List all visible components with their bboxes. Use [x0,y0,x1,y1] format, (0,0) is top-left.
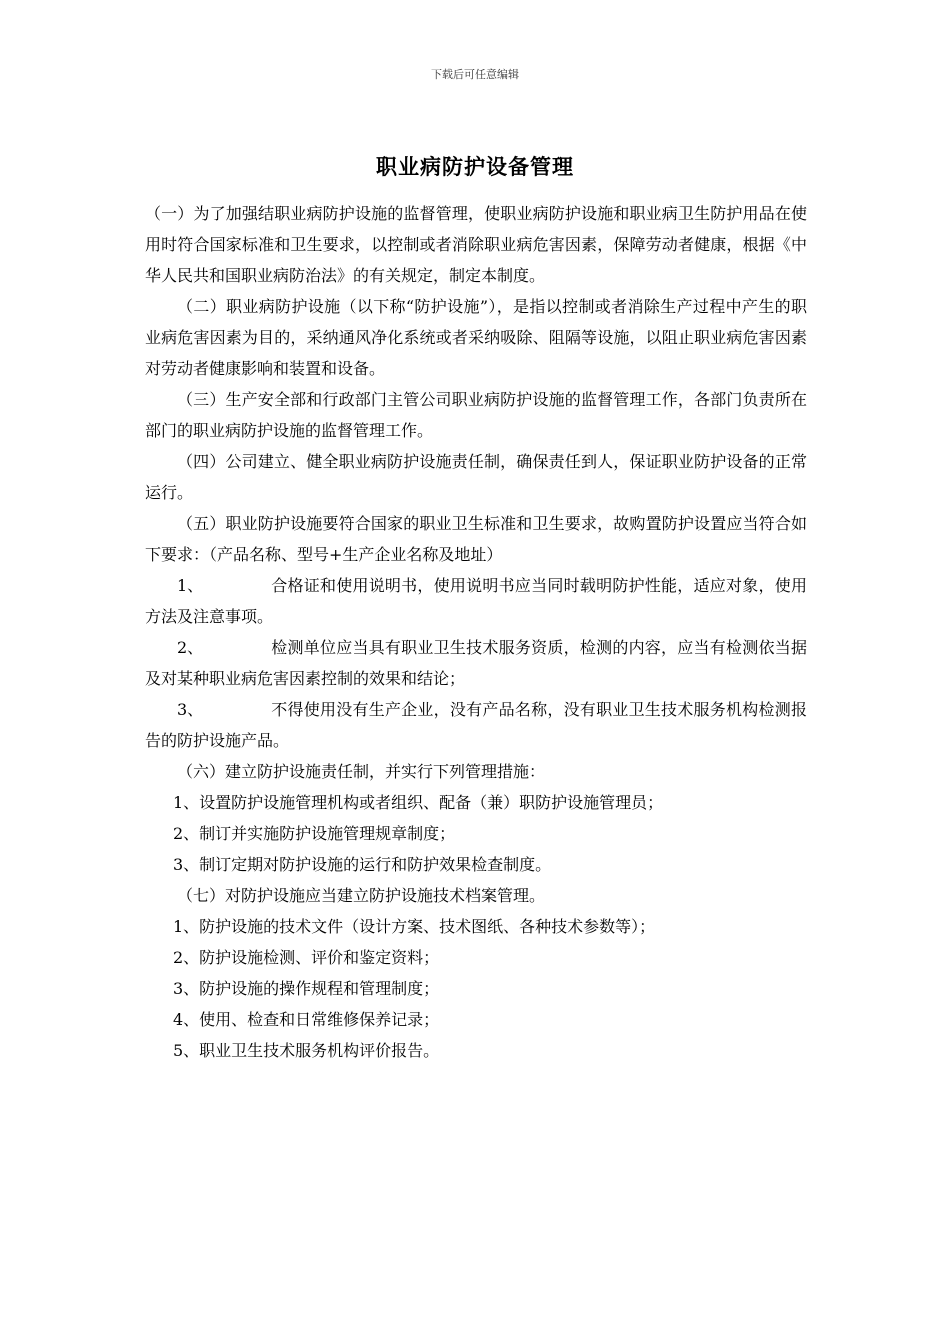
item-number: 3、 [177,700,204,719]
item-text: 合格证和使用说明书，使用说明书应当同时载明防护性能，适应对象，使用方法及注意事项。 [145,576,807,626]
section7-item-4: 4、使用、检查和日常维修保养记录； [173,1010,440,1029]
paragraph-3: （三）生产安全部和行政部门主管公司职业病防护设施的监督管理工作，各部门负责所在部门的职业病防护设施的监督管理工作。 [145,390,807,440]
section7-item-2: 2、防护设施检测、评价和鉴定资料； [173,948,440,967]
paragraph-1: （一）为了加强结职业病防护设施的监督管理，使职业病防护设施和职业病卫生防护用品在使用时符合国家标准和卫生要求，以控制或者消除职业病危害因素，保障劳动者健康，根据《中华人民共和国职业病防治法》的有关规定，制定本制度。 [145,204,807,285]
paragraph-4: （四）公司建立、健全职业病防护设施责任制，确保责任到人，保证职业防护设备的正常运行。 [145,452,807,502]
paragraph-6: （六）建立防护设施责任制，并实行下列管理措施： [177,762,546,781]
header-note: 下载后可任意编辑 [431,68,519,81]
item-text: 不得使用没有生产企业，没有产品名称，没有职业卫生技术服务机构检测报告的防护设施产品。 [145,700,807,750]
section5-item-2 [145,632,807,694]
section7-item-3: 3、防护设施的操作规程和管理制度； [173,979,440,998]
document-body [145,198,807,1066]
item-number: 2、 [177,638,204,657]
section5-item-1 [145,570,807,632]
paragraph-5: （五）职业防护设施要符合国家的职业卫生标准和卫生要求，故购置防护设置应当符合如下要求：（产品名称、型号+生产企业名称及地址） [145,514,807,564]
paragraph-2: （二）职业病防护设施（以下称“防护设施”），是指以控制或者消除生产过程中产生的职业病危害因素为目的，采纳通风净化系统或者采纳吸除、阻隔等设施，以阻止职业病危害因素对劳动者健康影响和装置和设备。 [145,297,807,378]
section7-item-1: 1、防护设施的技术文件（设计方案、技术图纸、各种技术参数等）； [173,917,656,936]
section7-item-5: 5、职业卫生技术服务机构评价报告。 [173,1041,440,1060]
section6-item-1: 1、设置防护设施管理机构或者组织、配备（兼）职防护设施管理员； [173,793,664,812]
section6-item-2: 2、制订并实施防护设施管理规章制度； [173,824,456,843]
item-text: 检测单位应当具有职业卫生技术服务资质，检测的内容，应当有检测依当据及对某种职业病危害因素控制的效果和结论； [145,638,807,688]
section6-item-3: 3、制订定期对防护设施的运行和防护效果检查制度。 [173,855,552,874]
paragraph-7: （七）对防护设施应当建立防护设施技术档案管理。 [177,886,546,905]
document-title: 职业病防护设备管理 [376,154,574,179]
section5-item-3 [145,694,807,756]
item-number: 1、 [177,576,204,595]
